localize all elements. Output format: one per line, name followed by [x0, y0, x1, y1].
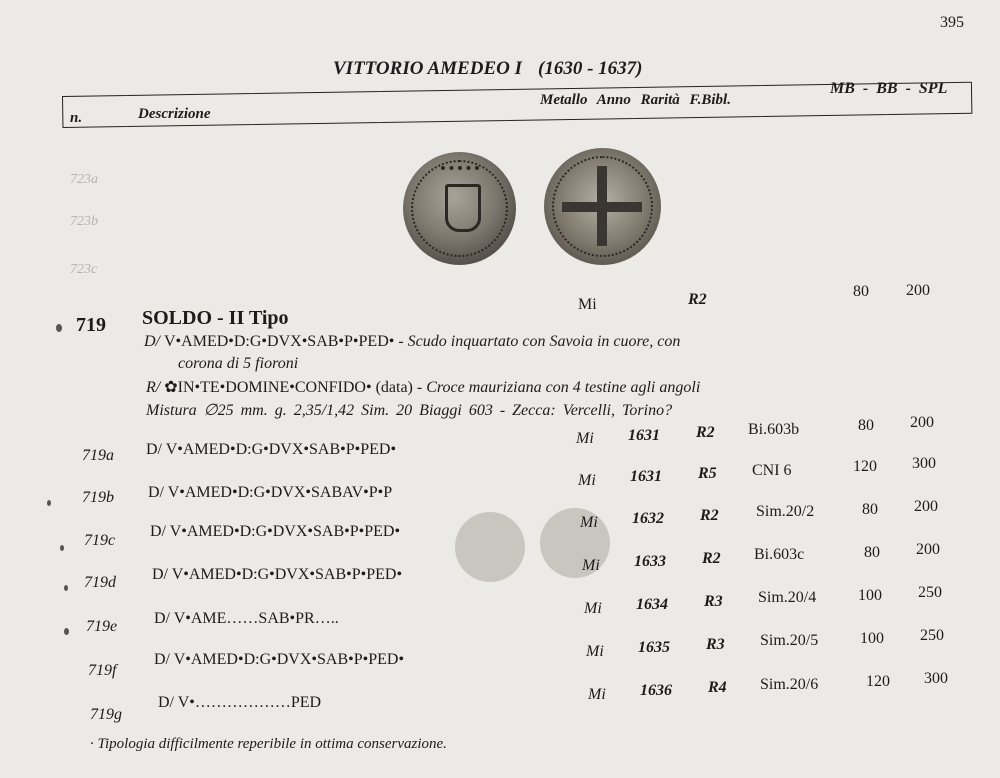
variant-year: 1632: [632, 510, 664, 527]
variant-reference: Sim.20/2: [756, 503, 815, 520]
variant-metal: Mi: [588, 686, 606, 703]
obverse-prefix: D/: [144, 333, 160, 350]
variant-reference: Sim.20/4: [758, 589, 817, 606]
reverse-description: [146, 377, 700, 397]
entry-rarity: R2: [688, 291, 707, 308]
variant-price-bb: 100: [860, 630, 884, 647]
entry-specs: Mistura ∅25 mm. g. 2,35/1,42 Sim. 20 Biaggi 603 - Zecca: Vercelli, Torino?: [146, 402, 673, 419]
variant-legend: D/ V•AME……SAB•PR…..: [154, 610, 339, 627]
header-descrizione: Descrizione: [138, 106, 211, 122]
variant-reference: CNI 6: [752, 462, 792, 479]
variant-number: 719g: [90, 706, 122, 723]
variant-year: 1636: [640, 682, 672, 699]
variant-year: 1631: [630, 468, 662, 485]
variant-price-spl: 200: [916, 541, 940, 558]
obverse-text: - Scudo inquartato con Savoia in cuore, con: [398, 333, 681, 350]
entry-price-bb: 80: [853, 283, 869, 300]
variant-reference: Bi.603c: [754, 546, 805, 563]
variant-price-spl: 300: [924, 670, 948, 687]
page-title: [333, 58, 642, 80]
variant-reference: Sim.20/5: [760, 632, 819, 649]
variant-legend: D/ V•AMED•D:G•DVX•SAB•P•PED•: [150, 523, 401, 540]
variant-metal: Mi: [578, 472, 596, 489]
variant-dot: [64, 628, 69, 635]
variant-rarity: R2: [696, 424, 715, 441]
footnote: · Tipologia difficilmente reperibile in ottima conservazione.: [90, 736, 447, 752]
variant-legend: D/ V•AMED•D:G•DVX•SABAV•P•P: [148, 484, 393, 501]
variant-price-spl: 200: [914, 498, 938, 515]
variant-number: 719c: [84, 532, 116, 549]
page-number: 395: [940, 14, 964, 31]
variant-price-bb: 120: [866, 673, 890, 690]
shield-mark: [445, 184, 481, 232]
ruler-name: VITTORIO AMEDEO I: [333, 58, 522, 79]
variant-legend: D/ V•AMED•D:G•DVX•SAB•P•PED•: [146, 441, 397, 458]
variant-legend: D/ V•AMED•D:G•DVX•SAB•P•PED•: [152, 566, 403, 583]
variant-rarity: R2: [700, 507, 719, 524]
variant-legend: D/ V•………………PED: [158, 694, 322, 711]
header-columns: Metallo Anno Rarità F.Bibl.: [540, 92, 731, 108]
variant-rarity: R5: [698, 465, 717, 482]
variant-rarity: R3: [706, 636, 725, 653]
variant-price-spl: 300: [912, 455, 936, 472]
variant-price-spl: 200: [910, 414, 934, 431]
variant-number: 719b: [82, 489, 114, 506]
variant-rarity: R2: [702, 550, 721, 567]
entry-metal: Mi: [578, 296, 597, 313]
crown-mark: [441, 166, 479, 186]
entry-bullet: [56, 324, 62, 332]
variant-metal: Mi: [584, 600, 602, 617]
reverse-prefix: R/: [146, 379, 161, 396]
variant-number: 719a: [82, 447, 114, 464]
variant-price-bb: 80: [864, 544, 880, 561]
entry-price-spl: 200: [906, 282, 930, 299]
variant-rarity: R3: [704, 593, 723, 610]
variant-price-bb: 120: [853, 458, 877, 475]
variant-metal: Mi: [586, 643, 604, 660]
variant-year: 1635: [638, 639, 670, 656]
variant-number: 719f: [88, 662, 117, 679]
variant-year: 1633: [634, 553, 666, 570]
coin-obverse-image: [403, 152, 516, 265]
cross-mark: [562, 202, 642, 212]
reverse-text: - Croce mauriziana con 4 testine agli angoli: [416, 379, 701, 396]
variant-metal: Mi: [576, 430, 594, 447]
obverse-legend: V•AMED•D:G•DVX•SAB•P•PED•: [164, 333, 395, 350]
variant-metal: Mi: [580, 514, 598, 531]
variant-dot: [60, 545, 64, 551]
obverse-description: [144, 333, 680, 351]
variant-price-bb: 80: [858, 417, 874, 434]
variant-dot: [64, 585, 68, 591]
variant-number: 719e: [86, 618, 118, 635]
obverse-description-cont: corona di 5 fioroni: [178, 355, 299, 372]
entry-number: 719: [76, 314, 106, 336]
variant-price-spl: 250: [918, 584, 942, 601]
reign-years: (1630 - 1637): [538, 58, 643, 79]
coin-reverse-image: [544, 148, 661, 265]
variant-price-bb: 100: [858, 587, 882, 604]
variant-number: 719d: [84, 574, 116, 591]
variant-price-spl: 250: [920, 627, 944, 644]
header-grades: MB - BB - SPL: [830, 80, 948, 97]
variant-year: 1634: [636, 596, 668, 613]
header-n: n.: [70, 110, 83, 126]
variant-metal: Mi: [582, 557, 600, 574]
reverse-legend: ✿IN•TE•DOMINE•CONFIDO• (data): [164, 379, 413, 396]
variant-reference: Bi.603b: [748, 421, 800, 438]
variant-year: 1631: [628, 427, 660, 444]
variant-price-bb: 80: [862, 501, 878, 518]
variant-rarity: R4: [708, 679, 727, 696]
variant-legend: D/ V•AMED•D:G•DVX•SAB•P•PED•: [154, 651, 405, 668]
entry-name: SOLDO - II Tipo: [142, 307, 289, 329]
variant-reference: Sim.20/6: [760, 676, 819, 693]
variant-dot: [47, 500, 51, 506]
